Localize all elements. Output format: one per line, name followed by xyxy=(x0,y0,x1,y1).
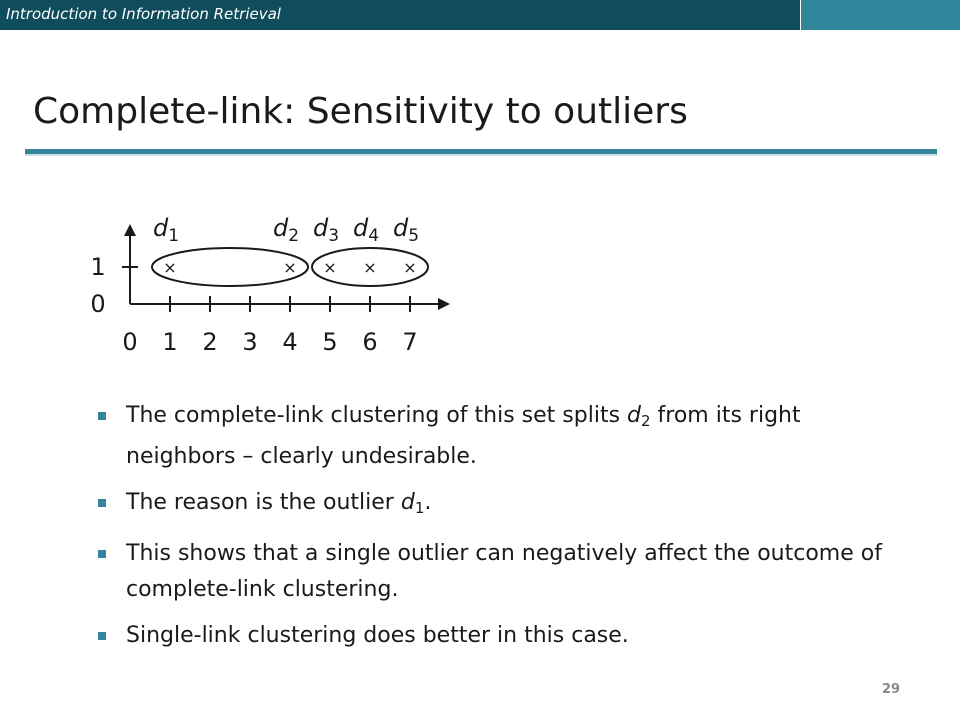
point-label: $d_3$ xyxy=(312,214,340,246)
data-point: × xyxy=(323,258,337,277)
point-label: $d_4$ xyxy=(352,214,380,246)
cluster-figure xyxy=(80,200,460,360)
bullet-var: d xyxy=(627,403,641,428)
x-tick-label: 0 xyxy=(122,328,138,356)
x-tick-label: 4 xyxy=(282,328,298,356)
bullet-text-after: from its right neighbors – clearly undesirable. xyxy=(126,403,801,469)
bullet-sub: 2 xyxy=(641,412,651,430)
header-accent-block xyxy=(801,0,960,30)
x-tick-label: 7 xyxy=(402,328,418,356)
bullet-item xyxy=(98,398,888,475)
bullet-item xyxy=(98,536,888,608)
x-axis-arrow xyxy=(438,298,450,310)
course-title: Introduction to Information Retrieval xyxy=(6,5,281,23)
data-point: × xyxy=(363,258,377,277)
bullet-text: This shows that a single outlier can negatively affect the outcome of complete-link clustering. xyxy=(126,541,882,602)
title-underline-shadow xyxy=(25,154,937,156)
page-number: 29 xyxy=(882,682,901,697)
data-point: × xyxy=(283,258,297,277)
bullet-text: The reason is the outlier xyxy=(126,490,401,515)
bullet-square-icon xyxy=(98,550,106,558)
y-tick-label: 0 xyxy=(90,290,106,318)
bullet-var: d xyxy=(400,490,415,515)
bullet-item xyxy=(98,618,888,654)
data-point: × xyxy=(403,258,417,277)
x-tick-label: 1 xyxy=(162,328,178,356)
bullet-item xyxy=(98,485,888,526)
point-label-index: 1 xyxy=(168,226,180,246)
bullet-square-icon xyxy=(98,412,106,420)
x-tick-label: 3 xyxy=(242,328,258,356)
point-label-index: 5 xyxy=(408,226,420,246)
point-label-index: 3 xyxy=(328,226,340,246)
slide-title: Complete-link: Sensitivity to outliers xyxy=(33,91,688,132)
point-label-index: 4 xyxy=(368,226,380,246)
bullet-square-icon xyxy=(98,499,106,507)
y-tick-label: 1 xyxy=(90,253,106,281)
y-axis-arrow xyxy=(124,224,136,236)
data-point: × xyxy=(163,258,177,277)
point-label-index: 2 xyxy=(288,226,300,246)
header-bar xyxy=(0,0,800,30)
bullet-sub: 1 xyxy=(414,499,425,517)
x-tick-label: 2 xyxy=(202,328,218,356)
bullet-text-after: . xyxy=(424,490,432,515)
point-label: $d_5$ xyxy=(392,214,420,246)
x-tick-label: 5 xyxy=(322,328,338,356)
x-tick-label: 6 xyxy=(362,328,378,356)
bullet-text: Single-link clustering does better in this case. xyxy=(126,623,629,648)
bullet-list xyxy=(98,398,888,664)
bullet-text: The complete-link clustering of this set splits xyxy=(126,403,628,428)
point-label: $d_1$ xyxy=(152,214,180,246)
point-label: $d_2$ xyxy=(272,214,300,246)
bullet-square-icon xyxy=(98,632,106,640)
